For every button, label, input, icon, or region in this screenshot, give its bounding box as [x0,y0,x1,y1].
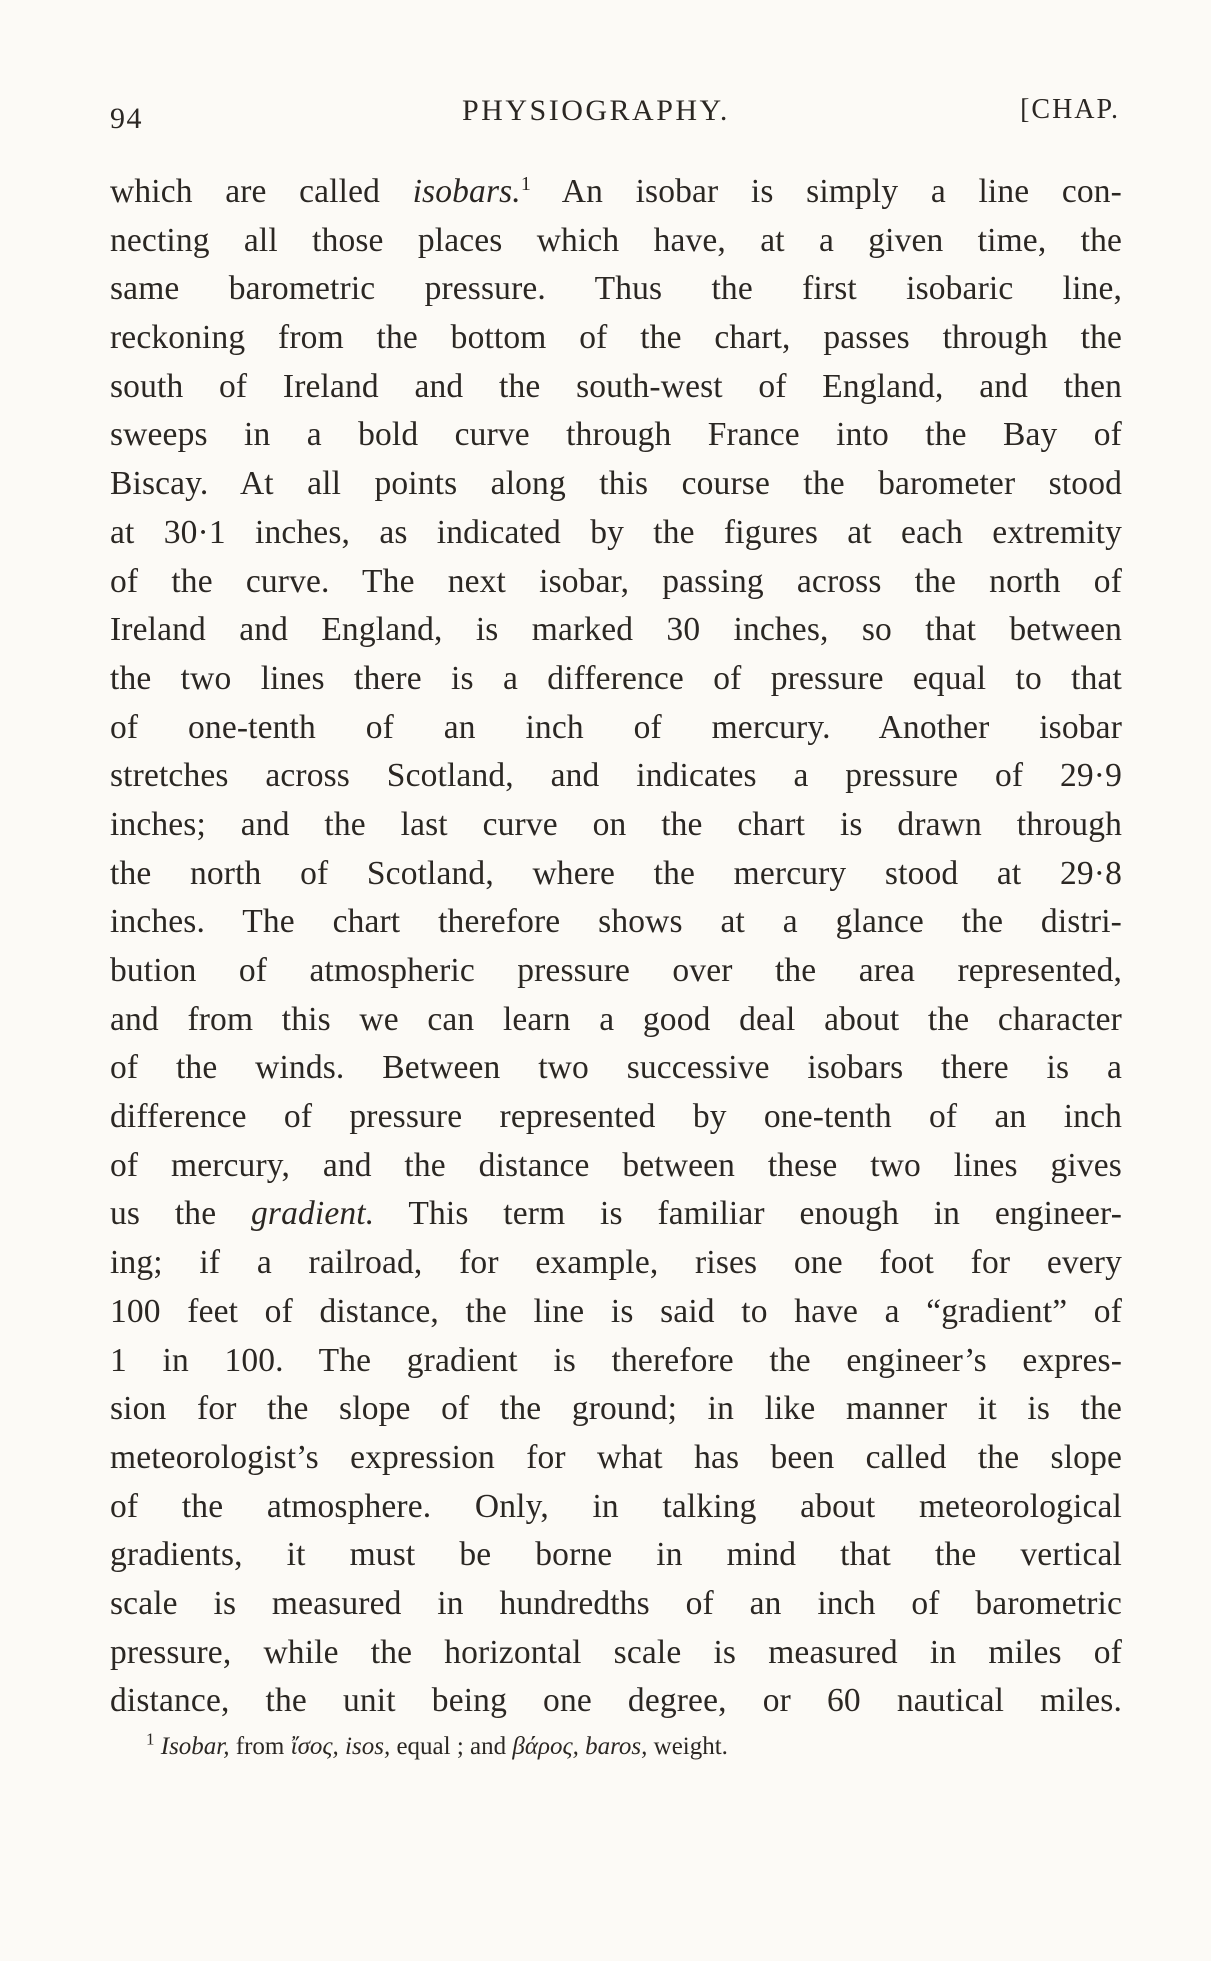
text-line: same barometric pressure. Thus the first isobaric line, [110,270,1122,308]
text-line: sweeps in a bold curve through France into the Bay of [110,416,1122,454]
text-line: the two lines there is a difference of pressure equal to that [110,659,1122,697]
footnote-text: from [229,1733,291,1760]
text-line: distance, the unit being one degree, or 60 nautical miles. [110,1682,1122,1720]
text-line: south of Ireland and the south-west of England, and then [110,367,1122,405]
text-run: which are called [110,173,413,210]
text-line: Ireland and England, is marked 30 inches, so that between [110,611,1122,649]
text-line: pressure, while the horizontal scale is measured in miles of [110,1633,1122,1671]
running-title: PHYSIOGRAPHY. [462,94,730,127]
text-line: at 30·1 inches, as indicated by the figures at each extremity [110,513,1122,551]
text-line: of mercury, and the distance between these two lines gives [110,1146,1122,1184]
text-line: bution of atmospheric pressure over the area represented, [110,952,1122,989]
text-line: necting all those places which have, at a given time, the [110,221,1122,259]
text-run: An isobar is simply a line con- [531,173,1122,210]
footnote-marker: 1 [146,1729,155,1749]
text-run: This term is familiar enough in engineer- [374,1195,1122,1233]
text-line: inches. The chart therefore shows at a glance the distri- [110,903,1122,941]
text-line: inches; and the last curve on the chart is drawn through [110,805,1122,843]
footnote-term: Isobar, [160,1733,230,1760]
italic-term: gradient. [250,1195,375,1233]
text-line: the north of Scotland, where the mercury stood at 29·8 [110,854,1122,892]
footnote-transliteration: isos, [345,1733,391,1760]
footnote [146,1730,1046,1764]
text-line: of the atmosphere. Only, in talking about meteorological [110,1487,1122,1525]
italic-term: isobars. [412,173,521,210]
text-line: reckoning from the bottom of the chart, passes through the [110,319,1122,357]
footnote-reference: 1 [520,172,531,195]
text-line: meteorologist’s expression for what has been called the slope [110,1438,1122,1476]
text-line: 1 in 100. The gradient is therefore the engineer’s expres- [110,1341,1122,1379]
text-line: of one-tenth of an inch of mercury. Another isobar [110,708,1122,746]
footnote-greek-word: ἴσος, [290,1733,339,1760]
text-line [110,1190,1122,1239]
text-line: sion for the slope of the ground; in like manner it is the [110,1390,1122,1428]
text-line: gradients, it must be borne in mind that the vertical [110,1536,1122,1574]
chapter-marker: [CHAP. [1020,94,1120,125]
text-line [110,168,1122,217]
footnote-text: equal ; and [390,1733,513,1760]
text-line: 100 feet of distance, the line is said to have a “gradient” of [110,1292,1122,1330]
text-line: ing; if a railroad, for example, rises one foot for every [110,1244,1122,1282]
text-line: scale is measured in hundredths of an inch of barometric [110,1584,1122,1622]
footnote-greek-word: βάρος, [512,1733,579,1760]
text-line: of the winds. Between two successive isobars there is a [110,1049,1122,1087]
footnote-text: weight. [647,1733,728,1760]
text-line: difference of pressure represented by one-tenth of an inch [110,1098,1122,1136]
page-number: 94 [110,102,143,135]
footnote-transliteration: baros, [585,1733,648,1760]
text-line: stretches across Scotland, and indicates a pressure of 29·9 [110,757,1122,795]
text-line: and from this we can learn a good deal about the character [110,1000,1122,1038]
body-paragraph [110,168,1122,1726]
running-head [110,94,1120,144]
text-line: Biscay. At all points along this course the barometer stood [110,465,1122,503]
text-run: us the [110,1195,251,1233]
text-line: of the curve. The next isobar, passing across the north of [110,562,1122,600]
